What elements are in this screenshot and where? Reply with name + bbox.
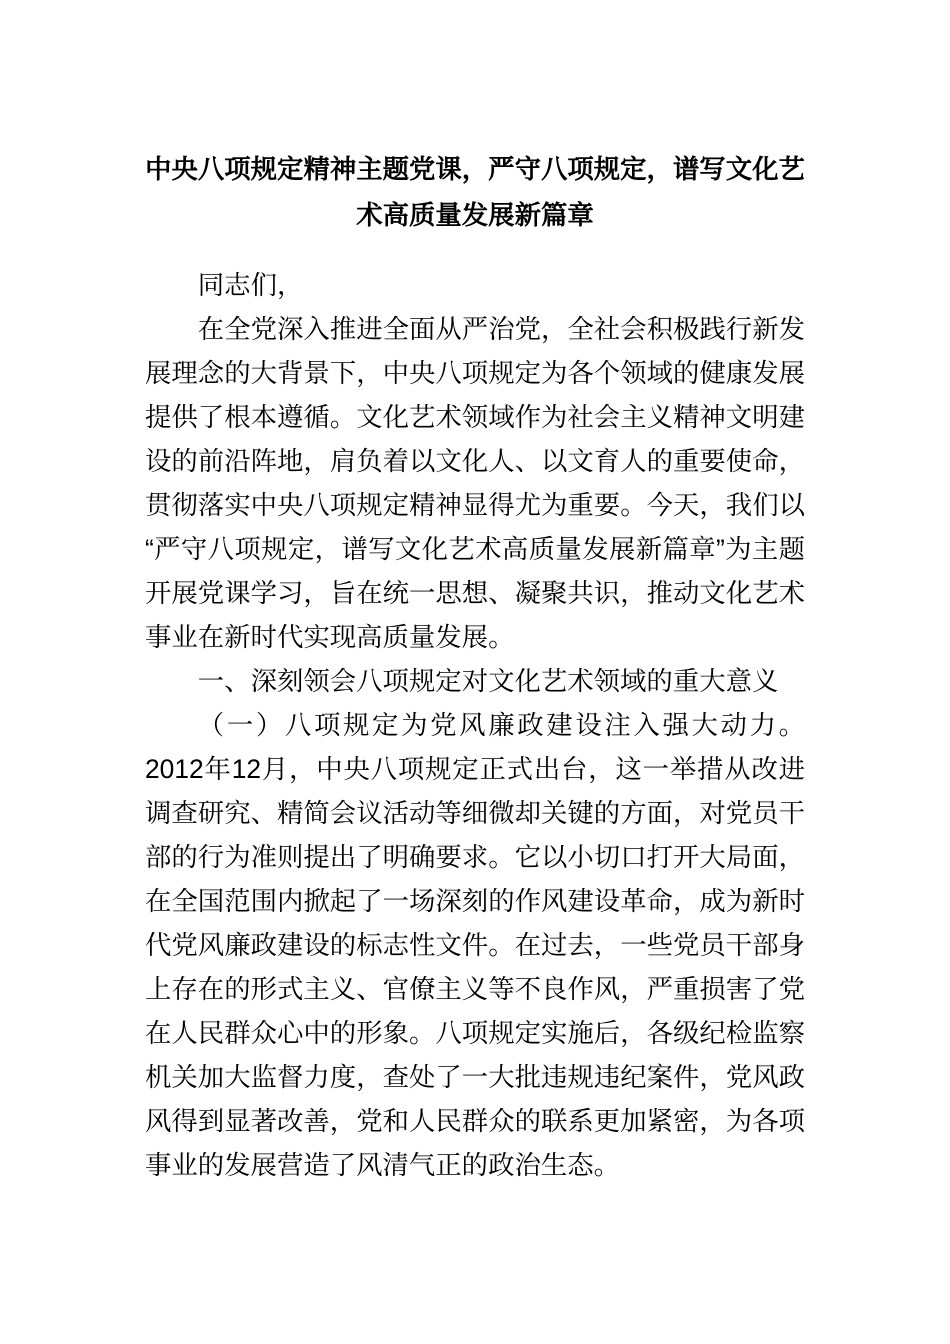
paragraph-section-1-body: （一）八项规定为党风廉政建设注入强大动力。2012年12月，中央八项规定正式出台，这一举措从改进调查研究、精简会议活动等细微却关键的方面，对党员干部的行为准则提出了明确要求。它以小切口打开大局面，在全国范围内掀起了一场深刻的作风建设革命，成为新时代党风廉政建设的标志性文件。在过去，一些党员干部身上存在的形式主义、官僚主义等不良作风，严重损害了党在人民群众心中的形象。八项规定实施后，各级纪检监察机关加大监督力度，查处了一大批违规违纪案件，党风政风得到显著改善，党和人民群众的联系更加紧密，为各项事业的发展营造了风清气正的政治生态。 xyxy=(145,710,805,1180)
paragraph-salutation: 同志们， xyxy=(197,270,304,300)
paragraph-intro: 在全党深入推进全面从严治党，全社会积极践行新发展理念的大背景下，中央八项规定为各个领域的健康发展提供了根本遵循。文化艺术领域作为社会主义精神文明建设的前沿阵地，肩负着以文化人、以文育人的重要使命，贯彻落实中央八项规定精神显得尤为重要。今天，我们以“严守八项规定，谱写文化艺术高质量发展新篇章”为主题开展党课学习，旨在统一思想、凝聚共识，推动文化艺术事业在新时代实现高质量发展。 xyxy=(145,314,805,652)
document-title: 中央八项规定精神主题党课，严守八项规定，谱写文化艺术高质量发展新篇章 xyxy=(145,154,805,230)
section-heading-1: 一、深刻领会八项规定对文化艺术领域的重大意义 xyxy=(197,666,779,696)
document-content xyxy=(145,146,805,1187)
